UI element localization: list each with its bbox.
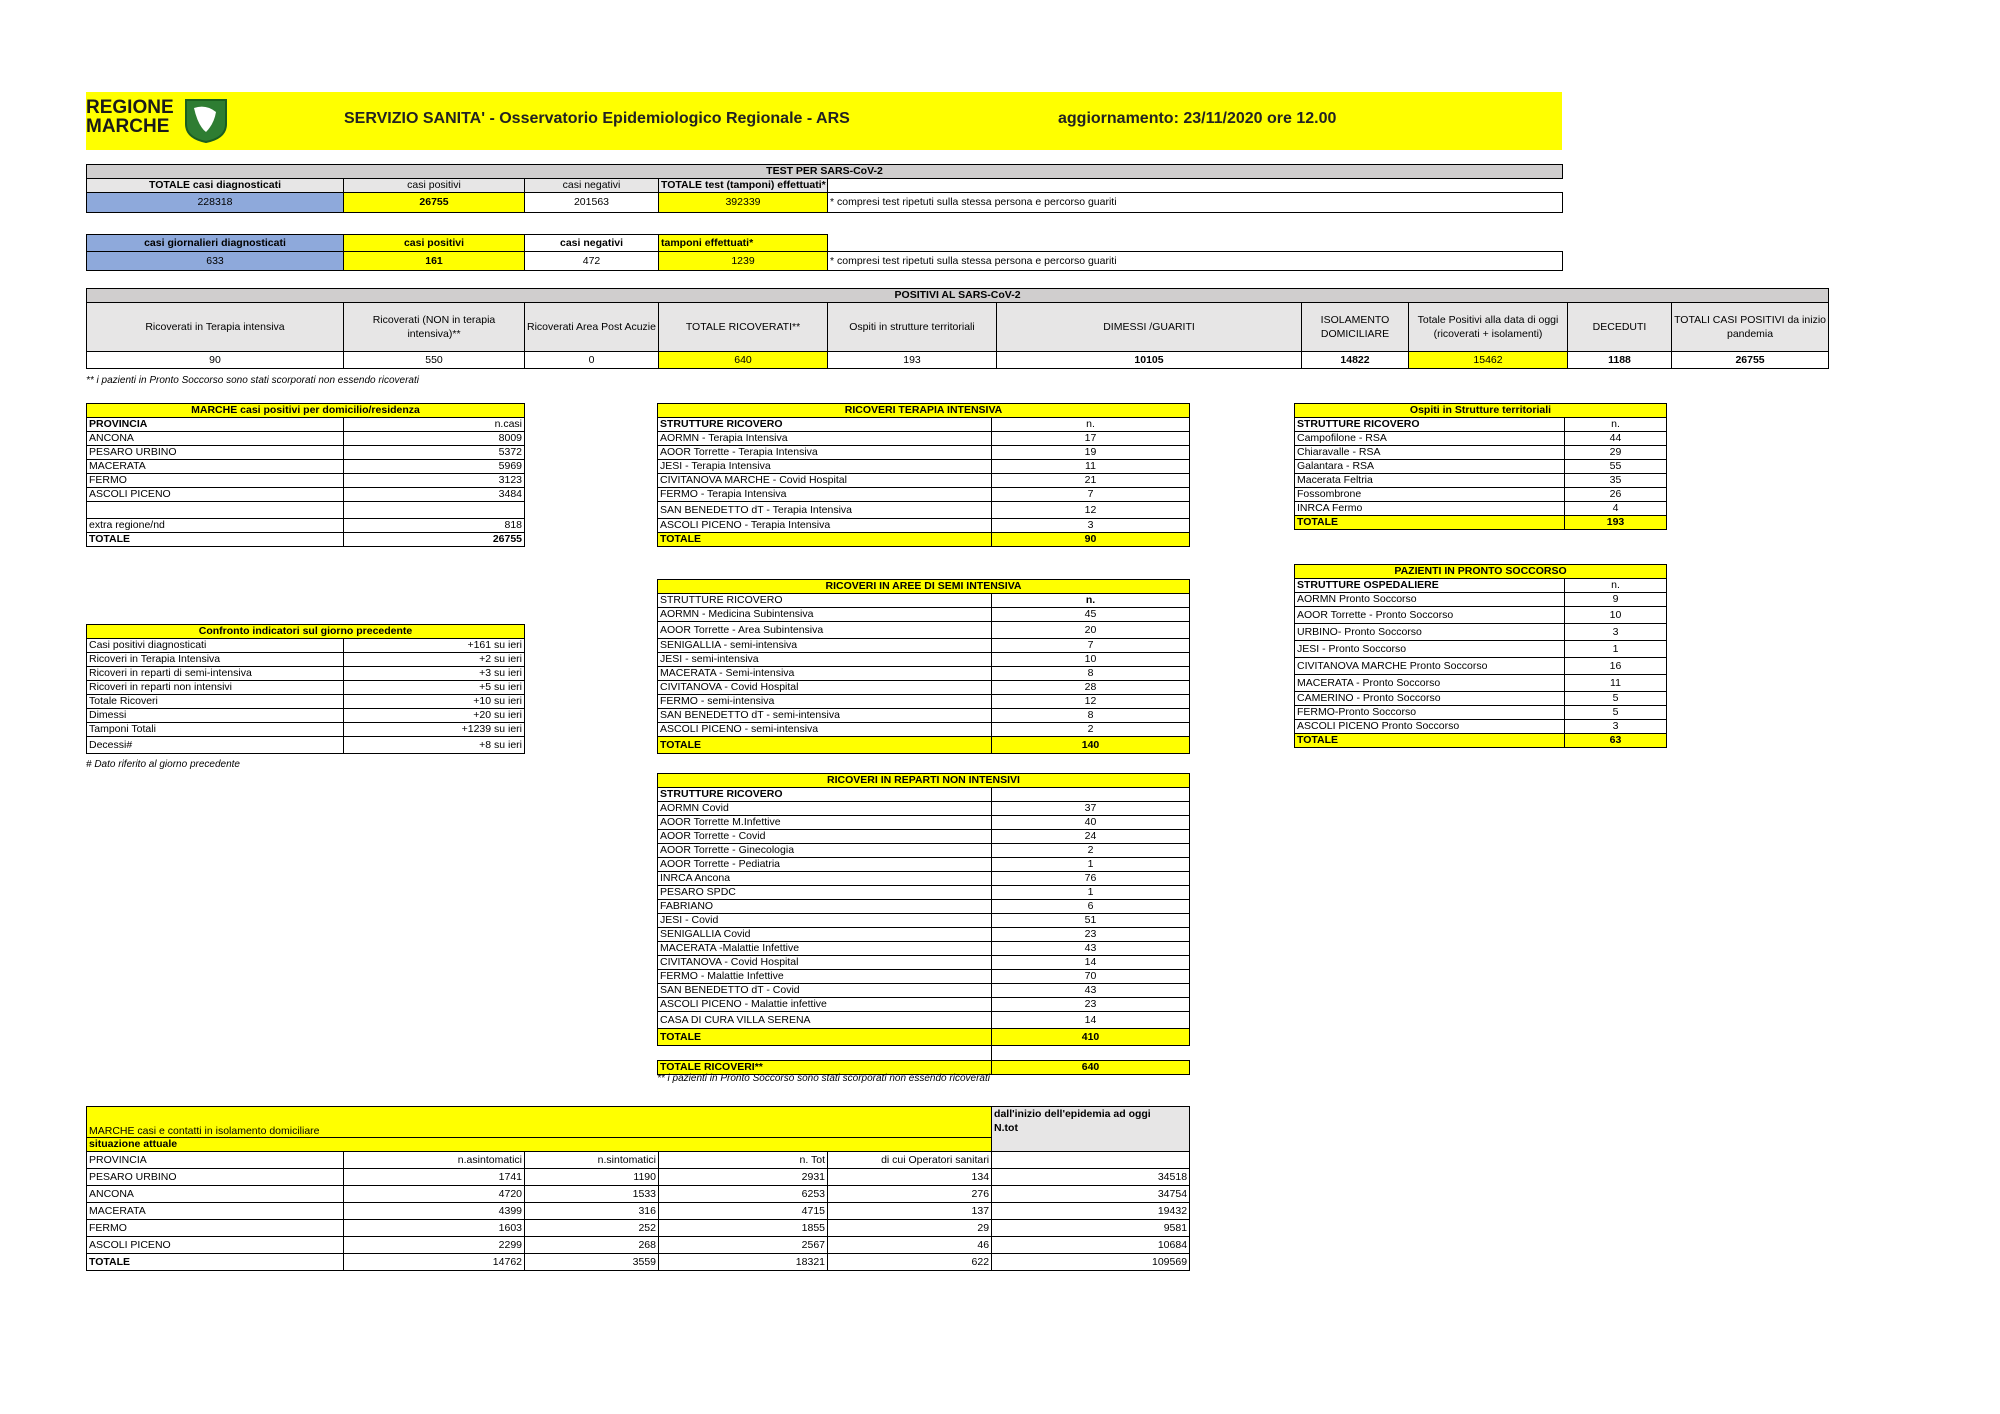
confronto-table [86, 624, 525, 754]
isolamento-title: MARCHE casi e contatti in isolamento domiciliare [87, 1107, 992, 1138]
positivi-value: 15462 [1409, 352, 1568, 369]
semi-row-value: 28 [992, 681, 1190, 695]
intensiva-row-name: CIVITANOVA MARCHE - Covid Hospital [658, 474, 992, 488]
confronto-row-value: +8 su ieri [344, 737, 525, 754]
isolamento-cell: 2299 [344, 1237, 525, 1254]
nonintensivi-grand-label: TOTALE RICOVERI** [658, 1061, 992, 1075]
isolamento-epi-header [992, 1107, 1190, 1152]
intensiva-row-value: 17 [992, 432, 1190, 446]
test-title: TEST PER SARS-CoV-2 [87, 165, 1563, 179]
positivi-value: 26755 [1672, 352, 1829, 369]
isolamento-cell: 1741 [344, 1169, 525, 1186]
nonintensivi-row-value: 23 [992, 998, 1190, 1012]
ospiti-table [1294, 403, 1667, 530]
nonintensivi-row-name: FERMO - Malattie Infettive [658, 970, 992, 984]
intensiva-row-value: 3 [992, 519, 1190, 533]
ospiti-row-name: Campofilone - RSA [1295, 432, 1565, 446]
positivi-header: TOTALE RICOVERATI** [659, 303, 828, 352]
positivi-header: Ricoverati in Terapia intensiva [87, 303, 344, 352]
region-shield-icon [184, 98, 228, 144]
isolamento-cell: PESARO URBINO [87, 1169, 344, 1186]
provincia-row-value: 5969 [344, 460, 525, 474]
test-value-tests: 392339 [659, 193, 828, 213]
isolamento-table [86, 1106, 1190, 1271]
nonintensivi-row-name: INRCA Ancona [658, 872, 992, 886]
isolamento-total-cell: 622 [828, 1254, 992, 1271]
confronto-row-value: +2 su ieri [344, 653, 525, 667]
nonintensivi-row-value: 1 [992, 886, 1190, 900]
nonintensivi-row-value: 2 [992, 844, 1190, 858]
isolamento-cell: FERMO [87, 1220, 344, 1237]
ospiti-row-name: Fossombrone [1295, 488, 1565, 502]
intensiva-row-name: AOOR Torrette - Terapia Intensiva [658, 446, 992, 460]
nonintensivi-row-name: AOOR Torrette M.Infettive [658, 816, 992, 830]
provincia-row-name: FERMO [87, 474, 344, 488]
daily-header: casi positivi [344, 235, 525, 252]
isolamento-cell: 4715 [659, 1203, 828, 1220]
nonintensivi-row-value: 1 [992, 858, 1190, 872]
ps-row-name: CAMERINO - Pronto Soccorso [1295, 692, 1565, 706]
isolamento-cell: 1855 [659, 1220, 828, 1237]
positivi-value: 193 [828, 352, 997, 369]
test-header: TOTALE test (tamponi) effettuati* [659, 179, 828, 193]
update-timestamp: aggiornamento: 23/11/2020 ore 12.00 [1058, 110, 1337, 127]
ps-row-value: 1 [1565, 641, 1667, 658]
isolamento-cell: 34754 [992, 1186, 1190, 1203]
daily-header: casi giornalieri diagnosticati [87, 235, 344, 252]
nonintensivi-row-value: 6 [992, 900, 1190, 914]
positivi-header: DECEDUTI [1568, 303, 1672, 352]
provincia-row-value: 3123 [344, 474, 525, 488]
confronto-title: Confronto indicatori sul giorno precedente [87, 625, 525, 639]
isolamento-cell: 29 [828, 1220, 992, 1237]
ps-col-header: n. [1565, 579, 1667, 593]
nonintensivi-row-name: SAN BENEDETTO dT - Covid [658, 984, 992, 998]
isolamento-header: n.asintomatici [344, 1152, 525, 1169]
nonintensivi-row-value: 24 [992, 830, 1190, 844]
isolamento-epi-title: dall'inizio dell'epidemia ad oggi [994, 1108, 1151, 1120]
nonintensivi-table [657, 773, 1190, 1075]
nonintensivi-row-value: 76 [992, 872, 1190, 886]
isolamento-cell: 252 [525, 1220, 659, 1237]
intensiva-row-value: 11 [992, 460, 1190, 474]
nonintensivi-row-value: 40 [992, 816, 1190, 830]
isolamento-cell: 19432 [992, 1203, 1190, 1220]
semi-col-header: STRUTTURE RICOVERO [658, 594, 992, 608]
confronto-row-value: +3 su ieri [344, 667, 525, 681]
nonintensivi-row-name: MACERATA -Malattie Infettive [658, 942, 992, 956]
isolamento-cell: 316 [525, 1203, 659, 1220]
semi-row-value: 10 [992, 653, 1190, 667]
semi-row-name: AOOR Torrette - Area Subintensiva [658, 622, 992, 639]
provincia-col-header: n.casi [344, 418, 525, 432]
nonintensivi-row-name: JESI - Covid [658, 914, 992, 928]
positivi-header: ISOLAMENTO DOMICILIARE [1302, 303, 1409, 352]
confronto-row-name: Ricoveri in reparti non intensivi [87, 681, 344, 695]
semi-row-name: AORMN - Medicina Subintensiva [658, 608, 992, 622]
ospiti-row-value: 44 [1565, 432, 1667, 446]
confronto-row-name: Casi positivi diagnosticati [87, 639, 344, 653]
isolamento-total-cell: 14762 [344, 1254, 525, 1271]
intensiva-row-name: ASCOLI PICENO - Terapia Intensiva [658, 519, 992, 533]
ps-table [1294, 564, 1667, 748]
nonintensivi-total-value: 410 [992, 1029, 1190, 1046]
ospiti-row-name: Chiaravalle - RSA [1295, 446, 1565, 460]
ospiti-row-name: Macerata Feltria [1295, 474, 1565, 488]
ps-row-value: 3 [1565, 720, 1667, 734]
isolamento-cell: 2931 [659, 1169, 828, 1186]
positivi-value: 0 [525, 352, 659, 369]
nonintensivi-row-value: 37 [992, 802, 1190, 816]
isolamento-cell: MACERATA [87, 1203, 344, 1220]
isolamento-cell: 46 [828, 1237, 992, 1254]
isolamento-epi-sub: N.tot [994, 1122, 1018, 1134]
semi-row-name: CIVITANOVA - Covid Hospital [658, 681, 992, 695]
ospiti-row-name: INRCA Fermo [1295, 502, 1565, 516]
ps-col-header: STRUTTURE OSPEDALIERE [1295, 579, 1565, 593]
positivi-value: 14822 [1302, 352, 1409, 369]
nonintensivi-row-name: FABRIANO [658, 900, 992, 914]
daily-value-cases: 633 [87, 252, 344, 271]
ospiti-row-value: 29 [1565, 446, 1667, 460]
nonintensivi-row-name: AOOR Torrette - Covid [658, 830, 992, 844]
intensiva-row-value: 21 [992, 474, 1190, 488]
nonintensivi-row-name: AOOR Torrette - Pediatria [658, 858, 992, 872]
daily-table [86, 234, 1563, 271]
isolamento-header: n. Tot [659, 1152, 828, 1169]
semi-row-value: 45 [992, 608, 1190, 622]
semi-row-value: 2 [992, 723, 1190, 737]
confronto-row-name: Tamponi Totali [87, 723, 344, 737]
isolamento-cell: 276 [828, 1186, 992, 1203]
isolamento-cell: ANCONA [87, 1186, 344, 1203]
provincia-total-value: 26755 [344, 533, 525, 547]
provincia-row-value: 818 [344, 519, 525, 533]
ps-row-name: AOOR Torrette - Pronto Soccorso [1295, 607, 1565, 624]
positivi-header: Ricoverati (NON in terapia intensiva)** [344, 303, 525, 352]
nonintensivi-footnote: ** i pazienti in Pronto Soccorso sono stati scorporati non essendo ricoverati [657, 1073, 990, 1084]
intensiva-row-value: 12 [992, 502, 1190, 519]
provincia-row-name: ASCOLI PICENO [87, 488, 344, 502]
provincia-row-name: MACERATA [87, 460, 344, 474]
semi-row-name: JESI - semi-intensiva [658, 653, 992, 667]
intensiva-row-value: 7 [992, 488, 1190, 502]
nonintensivi-row-name: AORMN Covid [658, 802, 992, 816]
ps-row-value: 5 [1565, 706, 1667, 720]
nonintensivi-col-header: STRUTTURE RICOVERO [658, 788, 992, 802]
positivi-header: Ospiti in strutture territoriali [828, 303, 997, 352]
provincia-col-header: PROVINCIA [87, 418, 344, 432]
semi-row-value: 20 [992, 622, 1190, 639]
intensiva-total-label: TOTALE [658, 533, 992, 547]
logo-line-2: MARCHE [86, 116, 170, 137]
provincia-row-value [344, 502, 525, 519]
ps-row-value: 10 [1565, 607, 1667, 624]
intensiva-col-header: n. [992, 418, 1190, 432]
intensiva-row-name: JESI - Terapia Intensiva [658, 460, 992, 474]
logo-line-1: REGIONE [86, 97, 174, 118]
nonintensivi-row-name: PESARO SPDC [658, 886, 992, 900]
ospiti-row-name: Galantara - RSA [1295, 460, 1565, 474]
daily-note: * compresi test ripetuti sulla stessa persona e percorso guariti [828, 252, 1563, 271]
intensiva-col-header: STRUTTURE RICOVERO [658, 418, 992, 432]
region-logo-text [86, 98, 174, 136]
semi-row-value: 7 [992, 639, 1190, 653]
daily-value-positive: 161 [344, 252, 525, 271]
confronto-row-value: +10 su ieri [344, 695, 525, 709]
semi-row-value: 8 [992, 709, 1190, 723]
isolamento-cell: 1603 [344, 1220, 525, 1237]
semi-row-name: MACERATA - Semi-intensiva [658, 667, 992, 681]
intensiva-table [657, 403, 1190, 547]
provincia-row-value: 3484 [344, 488, 525, 502]
positivi-header: Totale Positivi alla data di oggi (ricoverati + isolamenti) [1409, 303, 1568, 352]
positivi-header: DIMESSI /GUARITI [997, 303, 1302, 352]
isolamento-cell: 4399 [344, 1203, 525, 1220]
positivi-table [86, 288, 1829, 369]
ps-row-name: FERMO-Pronto Soccorso [1295, 706, 1565, 720]
semi-row-name: SAN BENEDETTO dT - semi-intensiva [658, 709, 992, 723]
test-value-positive: 26755 [344, 193, 525, 213]
confronto-row-name: Totale Ricoveri [87, 695, 344, 709]
ps-row-name: CIVITANOVA MARCHE Pronto Soccorso [1295, 658, 1565, 675]
ospiti-row-value: 35 [1565, 474, 1667, 488]
test-header: TOTALE casi diagnosticati [87, 179, 344, 193]
positivi-header: Ricoverati Area Post Acuzie [525, 303, 659, 352]
semi-col-header: n. [992, 594, 1190, 608]
isolamento-subtitle: situazione attuale [87, 1138, 992, 1152]
confronto-footnote: # Dato riferito al giorno precedente [86, 759, 240, 770]
ps-row-name: ASCOLI PICENO Pronto Soccorso [1295, 720, 1565, 734]
page-title: SERVIZIO SANITA' - Osservatorio Epidemiologico Regionale - ARS [344, 110, 850, 127]
intensiva-row-name: AORMN - Terapia Intensiva [658, 432, 992, 446]
provincia-row-name [87, 502, 344, 519]
ospiti-row-value: 55 [1565, 460, 1667, 474]
isolamento-cell: 10684 [992, 1237, 1190, 1254]
confronto-row-name: Ricoveri in reparti di semi-intensiva [87, 667, 344, 681]
ps-row-name: JESI - Pronto Soccorso [1295, 641, 1565, 658]
semi-row-name: ASCOLI PICENO - semi-intensiva [658, 723, 992, 737]
daily-value-tests: 1239 [659, 252, 828, 271]
intensiva-row-value: 19 [992, 446, 1190, 460]
provincia-row-name: ANCONA [87, 432, 344, 446]
isolamento-header: di cui Operatori sanitari [828, 1152, 992, 1169]
nonintensivi-row-name: SENIGALLIA Covid [658, 928, 992, 942]
confronto-row-name: Ricoveri in Terapia Intensiva [87, 653, 344, 667]
isolamento-cell: 4720 [344, 1186, 525, 1203]
isolamento-cell: ASCOLI PICENO [87, 1237, 344, 1254]
isolamento-total-cell: 109569 [992, 1254, 1190, 1271]
ps-total-label: TOTALE [1295, 734, 1565, 748]
semi-title: RICOVERI IN AREE DI SEMI INTENSIVA [658, 580, 1190, 594]
provincia-total-label: TOTALE [87, 533, 344, 547]
ps-row-name: URBINO- Pronto Soccorso [1295, 624, 1565, 641]
provincia-row-name: extra regione/nd [87, 519, 344, 533]
nonintensivi-total-label: TOTALE [658, 1029, 992, 1046]
ospiti-total-label: TOTALE [1295, 516, 1565, 530]
semi-table [657, 579, 1190, 754]
ps-row-value: 16 [1565, 658, 1667, 675]
ps-title: PAZIENTI IN PRONTO SOCCORSO [1295, 565, 1667, 579]
nonintensivi-grand-value: 640 [992, 1061, 1190, 1075]
test-header: casi positivi [344, 179, 525, 193]
nonintensivi-row-value: 23 [992, 928, 1190, 942]
positivi-value: 550 [344, 352, 525, 369]
daily-header: tamponi effettuati* [659, 235, 828, 252]
intensiva-title: RICOVERI TERAPIA INTENSIVA [658, 404, 1190, 418]
positivi-value: 640 [659, 352, 828, 369]
ospiti-col-header: n. [1565, 418, 1667, 432]
nonintensivi-row-value: 51 [992, 914, 1190, 928]
isolamento-cell: 9581 [992, 1220, 1190, 1237]
ps-row-value: 5 [1565, 692, 1667, 706]
nonintensivi-row-name: CIVITANOVA - Covid Hospital [658, 956, 992, 970]
ospiti-col-header: STRUTTURE RICOVERO [1295, 418, 1565, 432]
test-header: casi negativi [525, 179, 659, 193]
positivi-value: 10105 [997, 352, 1302, 369]
isolamento-total-cell: 18321 [659, 1254, 828, 1271]
confronto-row-name: Decessi# [87, 737, 344, 754]
positivi-value: 90 [87, 352, 344, 369]
test-value-negative: 201563 [525, 193, 659, 213]
nonintensivi-row-name: AOOR Torrette - Ginecologia [658, 844, 992, 858]
isolamento-cell: 2567 [659, 1237, 828, 1254]
isolamento-cell: 1533 [525, 1186, 659, 1203]
intensiva-row-name: FERMO - Terapia Intensiva [658, 488, 992, 502]
provincia-row-name: PESARO URBINO [87, 446, 344, 460]
provincia-title: MARCHE casi positivi per domicilio/residenza [87, 404, 525, 418]
confronto-row-value: +161 su ieri [344, 639, 525, 653]
ps-row-value: 9 [1565, 593, 1667, 607]
provincia-row-value: 5372 [344, 446, 525, 460]
nonintensivi-row-value: 43 [992, 942, 1190, 956]
isolamento-header: PROVINCIA [87, 1152, 344, 1169]
isolamento-header: n.sintomatici [525, 1152, 659, 1169]
positivi-footnote: ** i pazienti in Pronto Soccorso sono stati scorporati non essendo ricoverati [86, 375, 419, 386]
test-table [86, 164, 1563, 213]
semi-row-name: FERMO - semi-intensiva [658, 695, 992, 709]
intensiva-total-value: 90 [992, 533, 1190, 547]
nonintensivi-row-value: 43 [992, 984, 1190, 998]
ps-row-name: AORMN Pronto Soccorso [1295, 593, 1565, 607]
daily-header: casi negativi [525, 235, 659, 252]
test-value-total: 228318 [87, 193, 344, 213]
nonintensivi-row-value: 14 [992, 1012, 1190, 1029]
provincia-table [86, 403, 525, 547]
ospiti-title: Ospiti in Strutture territoriali [1295, 404, 1667, 418]
ps-row-value: 3 [1565, 624, 1667, 641]
nonintensivi-row-name: CASA DI CURA VILLA SERENA [658, 1012, 992, 1029]
isolamento-total-cell: 3559 [525, 1254, 659, 1271]
isolamento-total-cell: TOTALE [87, 1254, 344, 1271]
test-note: * compresi test ripetuti sulla stessa persona e percorso guariti [828, 193, 1563, 213]
semi-total-label: TOTALE [658, 737, 992, 754]
isolamento-cell: 137 [828, 1203, 992, 1220]
confronto-row-value: +1239 su ieri [344, 723, 525, 737]
ospiti-row-value: 4 [1565, 502, 1667, 516]
isolamento-header [992, 1152, 1190, 1169]
ospiti-total-value: 193 [1565, 516, 1667, 530]
confronto-row-value: +20 su ieri [344, 709, 525, 723]
isolamento-cell: 34518 [992, 1169, 1190, 1186]
nonintensivi-row-name: ASCOLI PICENO - Malattie infettive [658, 998, 992, 1012]
nonintensivi-title: RICOVERI IN REPARTI NON INTENSIVI [658, 774, 1190, 788]
ps-row-value: 11 [1565, 675, 1667, 692]
isolamento-cell: 1190 [525, 1169, 659, 1186]
ospiti-row-value: 26 [1565, 488, 1667, 502]
confronto-row-name: Dimessi [87, 709, 344, 723]
ps-row-name: MACERATA - Pronto Soccorso [1295, 675, 1565, 692]
isolamento-cell: 268 [525, 1237, 659, 1254]
isolamento-cell: 6253 [659, 1186, 828, 1203]
semi-row-name: SENIGALLIA - semi-intensiva [658, 639, 992, 653]
nonintensivi-row-value: 70 [992, 970, 1190, 984]
ps-total-value: 63 [1565, 734, 1667, 748]
provincia-row-value: 8009 [344, 432, 525, 446]
confronto-row-value: +5 su ieri [344, 681, 525, 695]
semi-row-value: 12 [992, 695, 1190, 709]
semi-total-value: 140 [992, 737, 1190, 754]
semi-row-value: 8 [992, 667, 1190, 681]
intensiva-row-name: SAN BENEDETTO dT - Terapia Intensiva [658, 502, 992, 519]
isolamento-cell: 134 [828, 1169, 992, 1186]
daily-value-negative: 472 [525, 252, 659, 271]
positivi-title: POSITIVI AL SARS-CoV-2 [87, 289, 1829, 303]
positivi-value: 1188 [1568, 352, 1672, 369]
positivi-header: TOTALI CASI POSITIVI da inizio pandemia [1672, 303, 1829, 352]
nonintensivi-row-value: 14 [992, 956, 1190, 970]
